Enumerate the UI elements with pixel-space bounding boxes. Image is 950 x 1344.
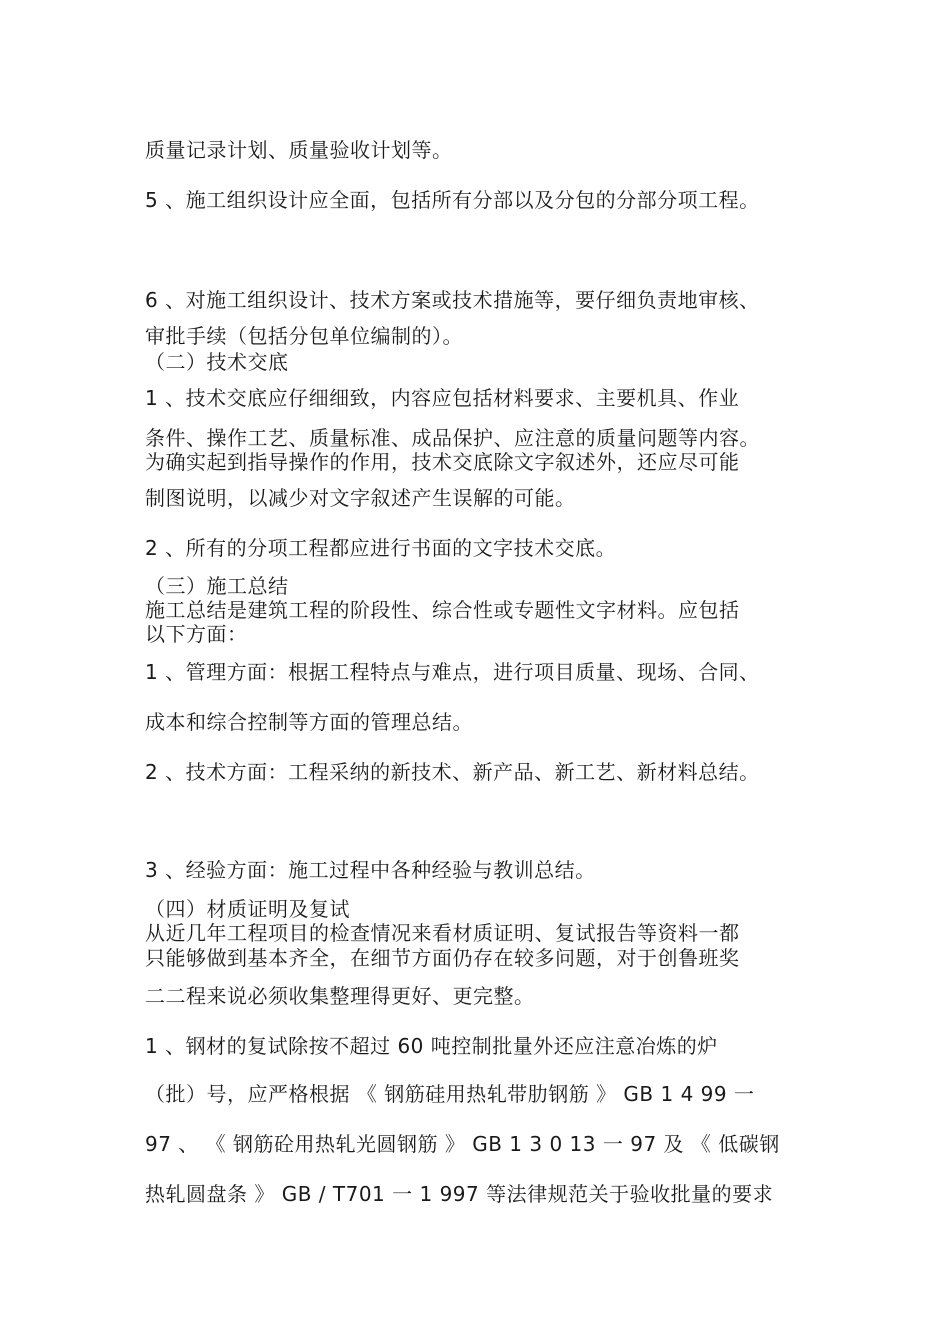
text-line: 二二程来说必须收集整理得更好、更完整。	[145, 984, 535, 1008]
text-line: 1 、钢材的复试除按不超过 60 吨控制批量外还应注意冶炼的炉	[145, 1034, 718, 1058]
text-line: 只能够做到基本齐全，在细节方面仍存在较多问题，对于创鲁班奖	[145, 946, 740, 970]
text-line: 以下方面：	[145, 622, 248, 646]
text-line: 2 、技术方面：工程采纳的新技术、新产品、新工艺、新材料总结。	[145, 760, 760, 784]
text-line: 质量记录计划、质量验收计划等。	[145, 138, 453, 162]
text-line: 制图说明，以减少对文字叙述产生误解的可能。	[145, 486, 576, 510]
text-line: 条件、操作工艺、质量标准、成品保护、应注意的质量问题等内容。	[145, 426, 760, 450]
text-line: 为确实起到指导操作的作用，技术交底除文字叙述外，还应尽可能	[145, 450, 740, 474]
section-heading: （二）技术交底	[145, 350, 289, 374]
text-line: 3 、经验方面：施工过程中各种经验与教训总结。	[145, 858, 596, 882]
text-line: 热轧圆盘条 》 GB / T701 一 1 997 等法律规范关于验收批量的要求	[145, 1182, 774, 1206]
text-line: 97 、 《 钢筋砼用热轧光圆钢筋 》 GB 1 3 0 13 一 97 及 《 低碳钢	[145, 1132, 780, 1156]
section-heading: （三）施工总结	[145, 574, 289, 598]
text-line: 6 、对施工组织设计、技术方案或技术措施等，要仔细负责地审核、	[145, 288, 760, 312]
section-heading: （四）材质证明及复试	[145, 897, 350, 921]
text-line: 1 、管理方面：根据工程特点与难点，进行项目质量、现场、合同、	[145, 660, 760, 684]
text-line: 1 、技术交底应仔细细致，内容应包括材料要求、主要机具、作业	[145, 386, 740, 410]
text-line: 从近几年工程项目的检查情况来看材质证明、复试报告等资料一都	[145, 921, 740, 945]
text-line: 5 、施工组织设计应全面，包括所有分部以及分包的分部分项工程。	[145, 188, 760, 212]
text-line: 2 、所有的分项工程都应进行书面的文字技术交底。	[145, 536, 617, 560]
text-line: 审批手续（包括分包单位编制的）。	[145, 324, 463, 348]
text-line: 施工总结是建筑工程的阶段性、综合性或专题性文字材料。应包括	[145, 598, 740, 622]
text-line: 成本和综合控制等方面的管理总结。	[145, 710, 473, 734]
text-line: （批）号，应严格根据 《 钢筋硅用热轧带肋钢筋 》 GB 1 4 99 一	[145, 1082, 755, 1106]
